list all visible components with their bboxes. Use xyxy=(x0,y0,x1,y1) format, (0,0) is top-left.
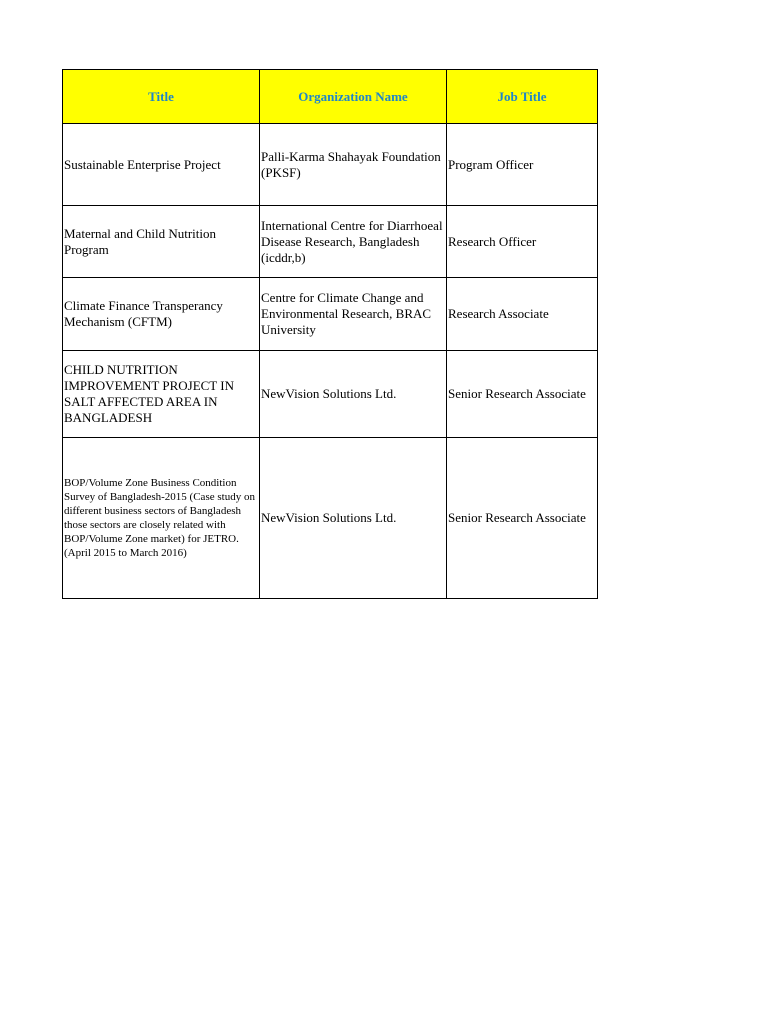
title-text: Climate Finance Transperancy Mechanism (CFTM) xyxy=(64,298,223,329)
table-body xyxy=(63,124,598,599)
header-title: Title xyxy=(63,70,260,124)
title-text: BOP/Volume Zone Business Condition Survey of Bangladesh-2015 (Case study on different business sectors of Bangladesh those sectors are closely related with BOP/Volume Zone market) for JETRO. (April 2015 to March 2016) xyxy=(64,477,255,559)
job-title-text: Research Associate xyxy=(448,306,549,321)
job-title-cell xyxy=(447,124,598,206)
title-cell xyxy=(63,351,260,438)
organization-text: NewVision Solutions Ltd. xyxy=(261,510,397,525)
title-text: Sustainable Enterprise Project xyxy=(64,156,221,172)
title-cell xyxy=(63,124,260,206)
organization-text: International Centre for Diarrhoeal Disease Research, Bangladesh (icddr,b) xyxy=(261,217,443,265)
job-title-text: Senior Research Associate xyxy=(448,510,586,525)
organization-cell xyxy=(260,278,447,351)
job-title-cell xyxy=(447,438,598,599)
table-row xyxy=(63,351,598,438)
title-text: CHILD NUTRITION IMPROVEMENT PROJECT IN SALT AFFECTED AREA IN BANGLADESH xyxy=(64,362,234,425)
header-row xyxy=(63,70,598,124)
job-title-text: Research Officer xyxy=(448,233,537,249)
job-title-text: Program Officer xyxy=(448,156,534,172)
experience-table xyxy=(62,69,598,599)
organization-text: Palli-Karma Shahayak Foundation (PKSF) xyxy=(261,148,441,180)
organization-cell xyxy=(260,351,447,438)
organization-text: Centre for Climate Change and Environmental Research, BRAC University xyxy=(261,290,432,337)
title-cell xyxy=(63,278,260,351)
job-title-text: Senior Research Associate xyxy=(448,386,586,401)
table-row xyxy=(63,206,598,278)
job-title-cell xyxy=(447,278,598,351)
title-cell xyxy=(63,438,260,599)
table-row xyxy=(63,124,598,206)
table-row xyxy=(63,438,598,599)
organization-text: NewVision Solutions Ltd. xyxy=(261,386,397,401)
header-job-title: Job Title xyxy=(447,70,598,124)
organization-cell xyxy=(260,124,447,206)
organization-cell xyxy=(260,206,447,278)
title-cell xyxy=(63,206,260,278)
job-title-cell xyxy=(447,351,598,438)
table-header xyxy=(63,70,598,124)
title-text: Maternal and Child Nutrition Program xyxy=(64,225,217,257)
organization-cell xyxy=(260,438,447,599)
table-row xyxy=(63,278,598,351)
header-organization-name: Organization Name xyxy=(260,70,447,124)
job-title-cell xyxy=(447,206,598,278)
